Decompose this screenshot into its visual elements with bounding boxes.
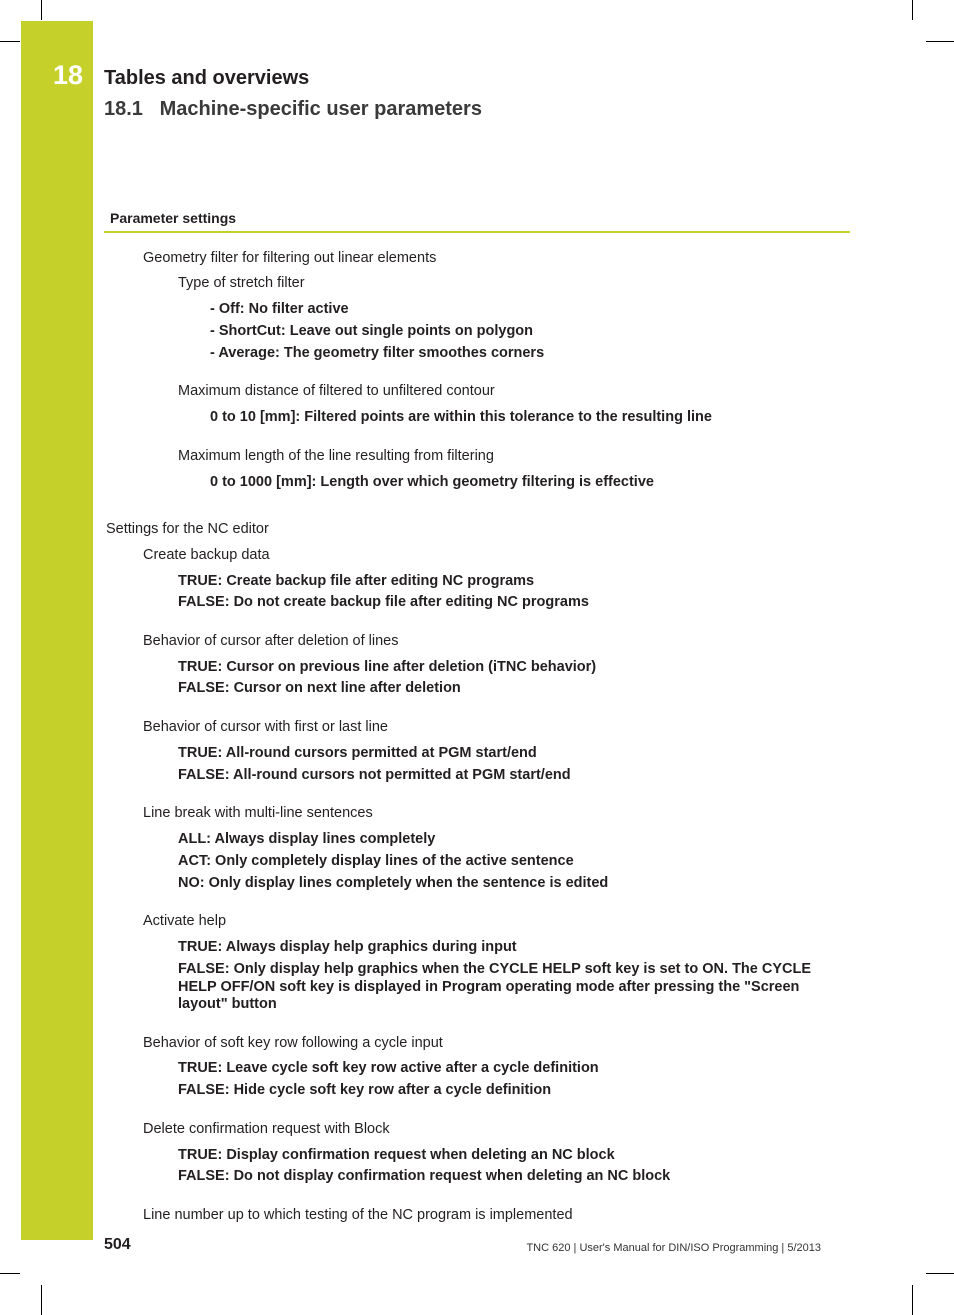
parameter-settings-heading: Parameter settings bbox=[110, 210, 237, 226]
param-line: FALSE: Do not display confirmation request when deleting an NC block bbox=[178, 1168, 671, 1184]
param-line: TRUE: Cursor on previous line after deletion (iTNC behavior) bbox=[178, 659, 597, 675]
param-line: Geometry filter for filtering out linear elements bbox=[143, 250, 437, 266]
crop-mark bbox=[926, 1273, 954, 1274]
crop-mark bbox=[41, 0, 42, 20]
param-line: Behavior of soft key row following a cycle input bbox=[143, 1035, 443, 1051]
param-line: TRUE: All-round cursors permitted at PGM start/end bbox=[178, 745, 537, 761]
crop-mark bbox=[0, 41, 20, 42]
param-line: Behavior of cursor after deletion of lines bbox=[143, 633, 399, 649]
param-line: Settings for the NC editor bbox=[106, 521, 269, 537]
param-line: - Off: No filter active bbox=[210, 301, 349, 317]
param-line: 0 to 1000 [mm]: Length over which geometry filtering is effective bbox=[210, 474, 654, 490]
crop-mark bbox=[41, 1285, 42, 1315]
param-line: FALSE: Do not create backup file after editing NC programs bbox=[178, 594, 589, 610]
param-line: ALL: Always display lines completely bbox=[178, 831, 436, 847]
param-line: FALSE: Hide cycle soft key row after a cycle definition bbox=[178, 1082, 552, 1098]
param-line: FALSE: All-round cursors not permitted at PGM start/end bbox=[178, 767, 571, 783]
param-line: Maximum length of the line resulting from filtering bbox=[178, 448, 494, 464]
param-line: TRUE: Leave cycle soft key row active after a cycle definition bbox=[178, 1060, 599, 1076]
chapter-number: 18 bbox=[53, 60, 84, 90]
param-line: TRUE: Display confirmation request when deleting an NC block bbox=[178, 1147, 615, 1163]
crop-mark bbox=[912, 0, 913, 20]
param-line: NO: Only display lines completely when the sentence is edited bbox=[178, 875, 609, 891]
param-line: - Average: The geometry filter smoothes corners bbox=[210, 345, 545, 361]
footer-manual-info: TNC 620 | User's Manual for DIN/ISO Programming | 5/2013 bbox=[526, 1242, 821, 1254]
param-line: TRUE: Always display help graphics during input bbox=[178, 939, 517, 955]
crop-mark bbox=[926, 41, 954, 42]
crop-mark bbox=[0, 1273, 20, 1274]
section-title: 18.1 Machine-specific user parameters bbox=[104, 98, 482, 120]
param-line: Maximum distance of filtered to unfiltered contour bbox=[178, 383, 495, 399]
chapter-title: Tables and overviews bbox=[104, 67, 310, 89]
param-line: ACT: Only completely display lines of the active sentence bbox=[178, 853, 574, 869]
param-line: Activate help bbox=[143, 913, 227, 929]
param-line: 0 to 10 [mm]: Filtered points are within this tolerance to the resulting line bbox=[210, 409, 712, 425]
crop-mark bbox=[912, 1285, 913, 1315]
param-line: FALSE: Cursor on next line after deletion bbox=[178, 680, 461, 696]
param-line: Delete confirmation request with Block bbox=[143, 1121, 390, 1137]
page-number: 504 bbox=[104, 1236, 131, 1253]
param-line: TRUE: Create backup file after editing NC programs bbox=[178, 573, 535, 589]
heading-rule bbox=[104, 231, 850, 233]
param-line: Behavior of cursor with first or last line bbox=[143, 719, 388, 735]
param-line: Line number up to which testing of the NC program is implemented bbox=[143, 1207, 573, 1223]
param-line: FALSE: Only display help graphics when the CYCLE HELP soft key is set to ON. The CYCLE HELP OFF/ON soft key is displayed in Program operating mode after pressing the "Screen layout" button bbox=[178, 961, 812, 1012]
param-line: Line break with multi-line sentences bbox=[143, 805, 373, 821]
param-line: Type of stretch filter bbox=[178, 275, 305, 291]
param-line: Create backup data bbox=[143, 547, 270, 563]
param-line: - ShortCut: Leave out single points on polygon bbox=[210, 323, 534, 339]
chapter-sidebar bbox=[21, 21, 93, 1240]
